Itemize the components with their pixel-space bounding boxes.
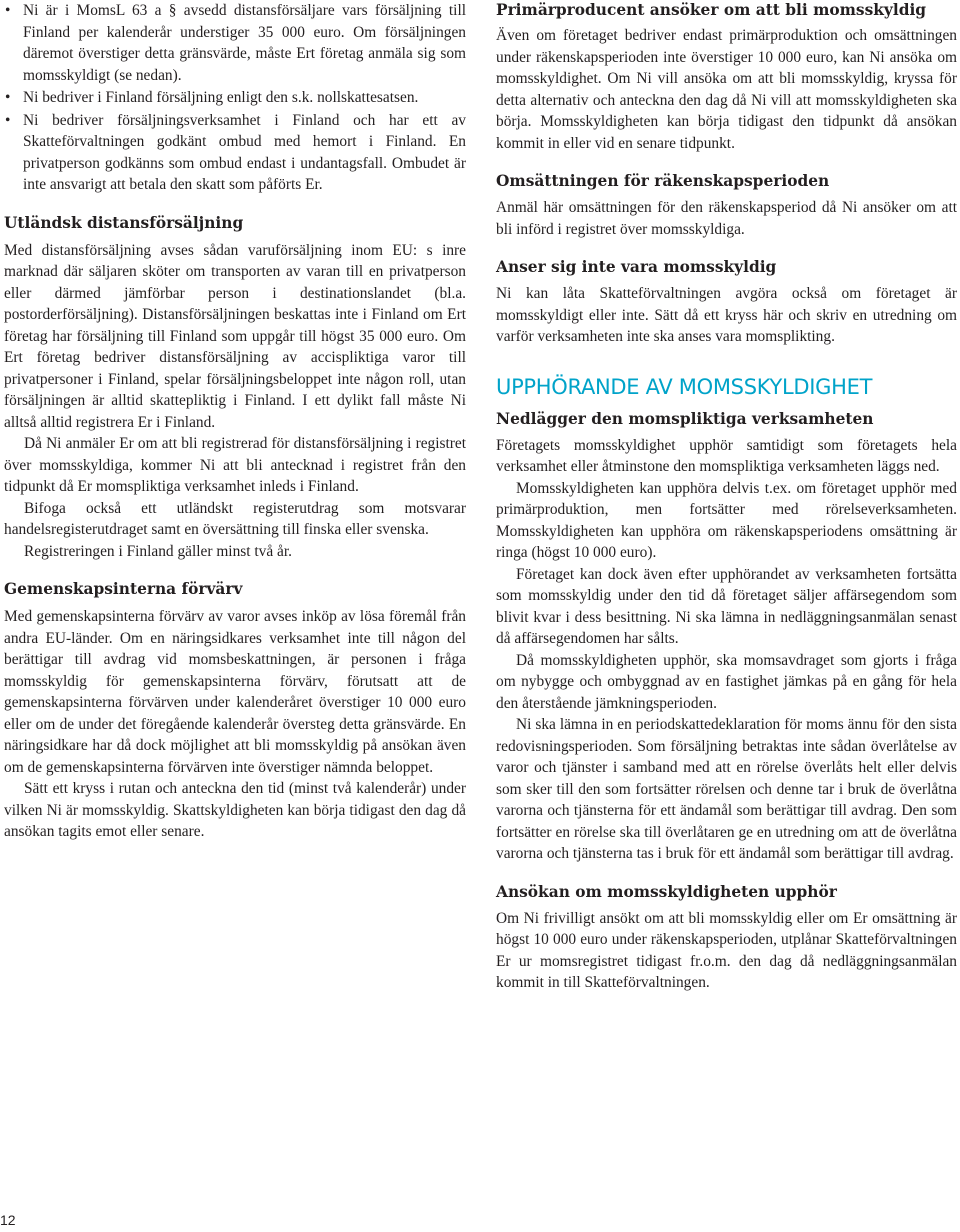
left-column [4,0,466,843]
paragraph: Företagets momsskyldighet upphör samtidigt som företagets hela verksamhet eller åtminstone den momspliktiga verksamheten läggs ned. [496,436,957,475]
paragraph: Företaget kan dock även efter upphörandet av verksamheten fortsätta som momsskyldig under den tid då företaget säljer affärsegendom som blivit kvar i dess besittning. Ni ska lämna in nedläggningsanmälan senast då affärsegendomen har sålts. [496,565,957,647]
intra-community-acquisitions-heading: Gemenskapsinterna förvärv [4,580,243,598]
page-number: 12 [0,1212,16,1228]
bullet-item: • Ni bedriver i Finland försäljning enligt den s.k. nollskattesatsen. [4,87,466,109]
paragraph: Momsskyldigheten kan upphöra delvis t.ex. om företaget upphör med primärproduktion, men fortsätter med rörelseverksamheten. Momsskyldigheten kan upphöra om räkenskapsperiodens omsättning är ringa (högst 10 000 euro). [496,479,957,561]
primary-producer-heading: Primärproducent ansöker om att bli momsskyldig [496,1,927,19]
right-column [496,0,957,994]
bullet-item: • Ni bedriver försäljningsverksamhet i Finland och har ett av Skatteförvaltningen godkänt ombud med hemort i Finland. En privatperson godkänns som ombud endast i undantagsfall. Ombudet är inte ansvarigt att betala den skatt som påförts Er. [4,110,466,196]
section-title: UPPHÖRANDE AV MOMSSKYLDIGHET [496,374,873,399]
paragraph: Då momsskyldigheten upphör, ska momsavdraget som gjorts i fråga om nybygge och ombyggnad av en fastighet jämkas på en gång för hela den återstående jämkningsperioden. [496,651,957,712]
exemption-bullet-list [4,0,466,196]
paragraph: Bifoga också ett utländskt registerutdrag som motsvarar handelsregisterutdraget samt en översättning till finska eller svenska. [4,499,466,538]
paragraph: Ni ska lämna in en periodskattedeklaration för moms ännu för den sista redovisningsperioden. Som försäljning betraktas inte sådan överlåtelse av varor och tjänster i samband med att en rörelse överlåts helt eller delvis som sker till den som fortsätter rörelsen och denne tar i bruk de överlåtna varorna och tjänsterna för ett ändamål som berättigar till avdrag. Den som fortsätter en rörelse ska till överlåtaren ge en utredning om att de överlåtna varorna och tjänsterna tas i bruk för ett ändamål som berättigar till avdrag. [496,716,957,862]
paragraph: Ni kan låta Skatteförvaltningen avgöra också om företaget är momsskyldigt eller inte. Sätt då ett kryss här och skriv en utredning om varför verksamheten inte ska anses vara momsplikting. [496,285,957,345]
cessation-application-heading: Ansökan om momsskyldigheten upphör [496,882,837,901]
paragraph: Sätt ett kryss i rutan och anteckna den tid (minst två kalenderår) under vilken Ni är momsskyldig. Skattskyldigheten kan börja tidigast den dag då ansökan tagits emot eller senare. [4,780,466,840]
paragraph: Då Ni anmäler Er om att bli registrerad för distansförsäljning i registret över momsskyldiga, kommer Ni att bli antecknad i registret från den tidpunkt då Er momspliktiga verksamhet inleds i Finland. [4,435,466,495]
distance-selling-heading: Utländsk distansförsäljning [4,213,244,232]
paragraph: Med gemenskapsinterna förvärv av varor avses inköp av lösa föremål från andra EU-länder. Om en näringsidkares verksamhet inte till någon del berättigar till avdrag vid momsbeskattningen, är personen i fråga momsskyldig för gemenskapsinterna förvärv, förutsatt att de gemenskapsinterna förvärven under kalenderåret överstiger 10 000 euro eller om de under det föregående kalenderår översteg detta gränsvärde. En näringsidkare har då dock möjlighet att bli momsskyldig på ansökan även om de gemenskapsinterna förvärven inte överstiger nämnda beloppet. [4,608,466,776]
paragraph: Anmäl här omsättningen för den räkenskapsperiod då Ni ansöker om att bli införd i registret över momsskyldiga. [496,199,957,238]
paragraph: Med distansförsäljning avses sådan varuförsäljning inom EU: s inre marknad där säljaren sköter om transporten av varan till en privatperson eller därmed jämförbar person i destinationslandet (bl.a. postorderförsäljning). Distansförsäljningen beskattas inte i Finland om Ert företag har försäljning till Finland som uppgår till högst 35 000 euro. Om Ert företag bedriver distansförsäljning av accispliktiga varor till privatpersoner i Finland, spelar försäljningsbeloppet inte någon roll, utan försäljningen är alltid skattepliktig i Finland. I ett dylikt fall måste Ni alltså alltid registrera Er i Finland. [4,241,466,431]
not-liable-heading: Anser sig inte vara momsskyldig [496,258,777,276]
turnover-heading: Omsättningen för räkenskapsperioden [496,172,830,190]
discontinuation-heading: Nedlägger den momspliktiga verksamheten [496,409,874,428]
paragraph: Även om företaget bedriver endast primärproduktion och omsättningen under räkenskapsperioden inte överstiger 10 000 euro, kan Ni ansöka om momsskyldighet. Om Ni vill ansöka om att bli momsskyldig, kryssa för detta alternativ och anteckna den dag då Ni vill att momsskyldigheten ska börja. Momsskyldigheten kan börja tidigast den tidpunkt då ansökan kommit in eller vid en senare tidpunkt. [496,27,957,152]
paragraph: Registreringen i Finland gäller minst två år. [24,542,292,560]
paragraph: Om Ni frivilligt ansökt om att bli momsskyldig eller om Er omsättning är högst 10 000 euro under räkenskapsperioden, utplånar Skatteförvaltningen Er ur momsregistret tidigast fr.o.m. den dag då nedläggningsanmälan kommit in till Skatteförvaltningen. [496,909,957,991]
bullet-item: • Ni är i MomsL 63 a § avsedd distansförsäljare vars försäljning till Finland per kalenderår understiger 35 000 euro. Om försäljningen däremot överstiger detta gränsvärde, måste Ert företag anmäla sig som momsskyldigt (se nedan). [4,0,466,86]
